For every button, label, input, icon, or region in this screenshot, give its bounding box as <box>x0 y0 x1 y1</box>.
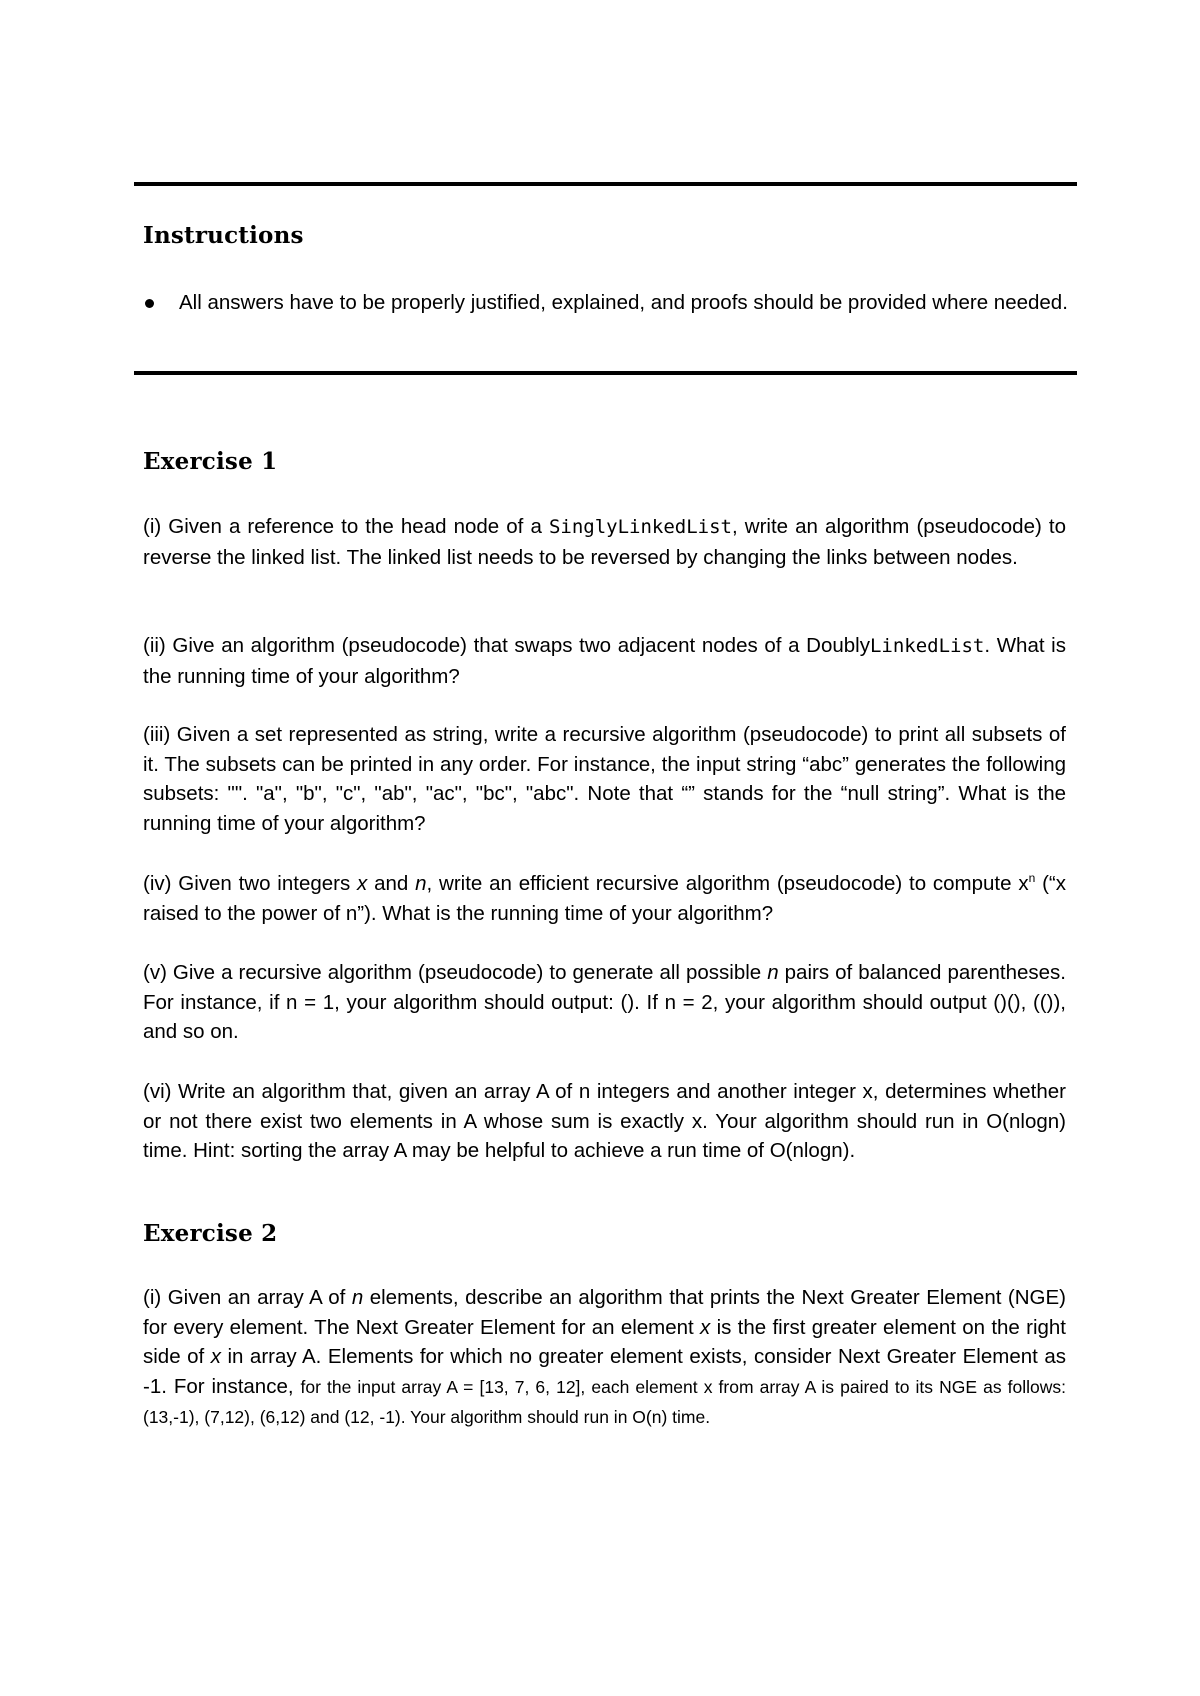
q-text: , write an algorithm (pseudocode) to reverse the linked list. The linked list needs to be reversed by changing the links between nodes. <box>143 515 1066 569</box>
q-text: pairs of balanced parentheses. For instance, if n = 1, your algorithm should output: (). If n = 2, your algorithm should output ()(), (()), and so on. <box>143 961 1066 1043</box>
exercise-2-heading: Exercise 2 <box>143 1220 278 1247</box>
exercise-1-heading: Exercise 1 <box>143 448 278 475</box>
q-text: (v) Give a recursive algorithm (pseudocode) to generate all possible <box>143 961 768 984</box>
q-text: (ii) Give an algorithm (pseudocode) that swaps two adjacent nodes of a Doubly <box>143 634 870 657</box>
q-text: in array A. Elements for which no greater element exists, consider Next Greater Element as -1. For instance, <box>143 1345 1066 1398</box>
exercise-2-question-i <box>143 1283 1066 1433</box>
var-x: x <box>210 1345 221 1368</box>
bullet-icon <box>145 299 154 308</box>
exercise-1-question-iii: (iii) Given a set represented as string, write a recursive algorithm (pseudocode) to print all subsets of it. The subsets can be printed in any order. For instance, the input string “abc” generates the following subsets: "". "a", "b", "c", "ab", "ac", "bc", "abc". Note that “” stands for the “null string”. What is the running time of your algorithm? <box>143 723 1066 835</box>
bottom-rule <box>134 371 1077 375</box>
var-n: n <box>351 1286 364 1309</box>
q-text: elements, describe an algorithm that prints the Next Greater Element (NGE) for every element. The Next Greater Element for an element <box>143 1286 1066 1339</box>
top-rule <box>134 182 1077 186</box>
var-n: n <box>767 961 779 984</box>
exercise-1-question-v <box>143 958 1066 1047</box>
q-example-text: for the input array A = [13, 7, 6, 12], each element x from array A is paired to its NGE as follows: (13,-1), (7,12), (6,12) and (12, -1). Your algorithm should run in O(n) time. <box>143 1376 1066 1427</box>
exercise-1-question-iv <box>143 869 1066 928</box>
code-singlylinkedlist: SinglyLinkedList <box>548 516 732 538</box>
q-text: and <box>367 872 416 895</box>
q-text: (i) Given a reference to the head node of a <box>143 515 549 538</box>
instructions-heading: Instructions <box>143 222 304 249</box>
exercise-1-question-vi: (vi) Write an algorithm that, given an array A of n integers and another integer x, determines whether or not there exist two elements in A whose sum is exactly x. Your algorithm should run in O(nlogn) time. Hint: sorting the array A may be helpful to achieve a run time of O(nlogn). <box>143 1080 1066 1162</box>
q-text: , write an efficient recursive algorithm (pseudocode) to compute x <box>426 872 1029 895</box>
superscript-n: n <box>1028 871 1036 886</box>
var-x: x <box>357 872 368 895</box>
var-n: n <box>415 872 427 895</box>
q-text: (“x raised to the power of n”). What is the running time of your algorithm? <box>143 872 1066 925</box>
code-linkedlist: LinkedList <box>869 635 985 657</box>
q-text: . What is the running time of your algorithm? <box>143 634 1066 688</box>
var-x: x <box>700 1315 711 1339</box>
exercise-1-question-ii <box>143 631 1066 691</box>
q-text: (i) Given an array A of <box>143 1286 352 1309</box>
q-text: is the first greater element on the right side of <box>143 1315 1066 1368</box>
exercise-1-question-i <box>143 512 1066 572</box>
q-text: (iv) Given two integers <box>143 872 358 895</box>
instructions-bullet-item <box>143 288 1068 317</box>
instructions-bullet-text: All answers have to be properly justified, explained, and proofs should be provided where needed. <box>179 291 1068 314</box>
